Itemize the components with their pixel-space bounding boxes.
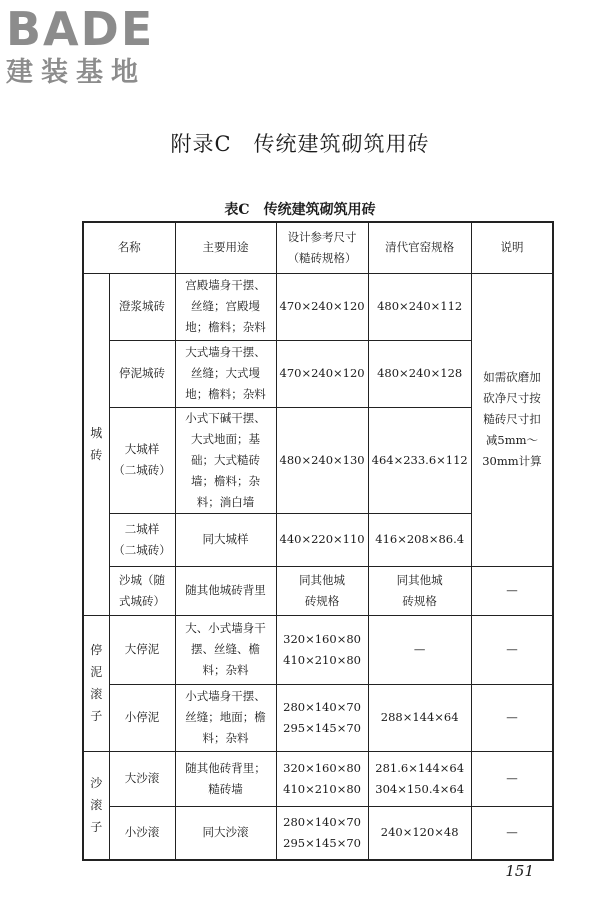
row-name: 小停泥 [109, 684, 175, 751]
group-city-brick: 城 砖 [83, 273, 109, 615]
table-row [83, 273, 553, 340]
row-design-size: 280×140×70 295×145×70 [276, 806, 368, 860]
row-note: — [471, 615, 553, 684]
row-name: 小沙滚 [109, 806, 175, 860]
row-qing-size: — [368, 615, 471, 684]
row-note: — [471, 751, 553, 806]
table-caption: 表C 传统建筑砌筑用砖 [224, 202, 376, 218]
table-row [83, 806, 553, 860]
row-name: 大沙滚 [109, 751, 175, 806]
table-header-row [83, 222, 553, 273]
row-use: 随其他城砖背里 [175, 566, 276, 615]
row-design-size: 同其他城 砖规格 [276, 566, 368, 615]
table-row [83, 566, 553, 615]
header-qing-size: 清代官窑规格 [368, 222, 471, 273]
row-design-size: 440×220×110 [276, 513, 368, 566]
header-note: 说明 [471, 222, 553, 273]
table-row [83, 615, 553, 684]
row-qing-size: 240×120×48 [368, 806, 471, 860]
row-design-size: 320×160×80 410×210×80 [276, 751, 368, 806]
header-design-size: 设计参考尺寸 （糙砖规格） [276, 222, 368, 273]
row-qing-size: 416×208×86.4 [368, 513, 471, 566]
group-tingni-roller: 停 泥 滚 子 [83, 615, 109, 751]
header-use: 主要用途 [175, 222, 276, 273]
row-note: — [471, 566, 553, 615]
group-sand-roller: 沙 滚 子 [83, 751, 109, 860]
row-use: 小式下碱干摆、大式地面；基础；大式糙砖墙；檐料；杂料；淌白墙 [175, 407, 276, 513]
logo-wordmark: BADE [6, 2, 155, 56]
row-name: 停泥城砖 [109, 340, 175, 407]
row-qing-size: 480×240×128 [368, 340, 471, 407]
appendix-title: 附录C 传统建筑砌筑用砖 [170, 132, 430, 156]
page-number: 151 [505, 862, 534, 880]
publisher-logo [6, 4, 186, 90]
row-name: 澄浆城砖 [109, 273, 175, 340]
row-design-size: 470×240×120 [276, 273, 368, 340]
brick-table [82, 221, 554, 861]
header-name: 名称 [83, 222, 175, 273]
row-note: — [471, 806, 553, 860]
row-name: 二城样 （二城砖） [109, 513, 175, 566]
row-use: 随其他砖背里；糙砖墙 [175, 751, 276, 806]
row-name: 大城样 （二城砖） [109, 407, 175, 513]
row-note: — [471, 684, 553, 751]
row-qing-size: 464×233.6×112 [368, 407, 471, 513]
row-qing-size: 288×144×64 [368, 684, 471, 751]
row-qing-size: 281.6×144×64 304×150.4×64 [368, 751, 471, 806]
row-qing-size: 同其他城 砖规格 [368, 566, 471, 615]
table-row [83, 751, 553, 806]
merged-note: 如需砍磨加砍净尺寸按糙砖尺寸扣减5mm～30mm计算 [471, 273, 553, 566]
table-row [83, 684, 553, 751]
row-use: 同大城样 [175, 513, 276, 566]
row-qing-size: 480×240×112 [368, 273, 471, 340]
row-use: 宫殿墙身干摆、丝缝；宫殿墁地；檐料；杂料 [175, 273, 276, 340]
row-design-size: 280×140×70 295×145×70 [276, 684, 368, 751]
logo-subtitle: 建装基地 [6, 57, 146, 88]
row-design-size: 320×160×80 410×210×80 [276, 615, 368, 684]
row-use: 同大沙滚 [175, 806, 276, 860]
row-use: 小式墙身干摆、丝缝；地面；檐料；杂料 [175, 684, 276, 751]
row-name: 沙城（随 式城砖） [109, 566, 175, 615]
row-use: 大、小式墙身干摆、丝缝、檐料；杂料 [175, 615, 276, 684]
row-design-size: 480×240×130 [276, 407, 368, 513]
row-use: 大式墙身干摆、丝缝；大式墁地；檐料；杂料 [175, 340, 276, 407]
row-design-size: 470×240×120 [276, 340, 368, 407]
row-name: 大停泥 [109, 615, 175, 684]
